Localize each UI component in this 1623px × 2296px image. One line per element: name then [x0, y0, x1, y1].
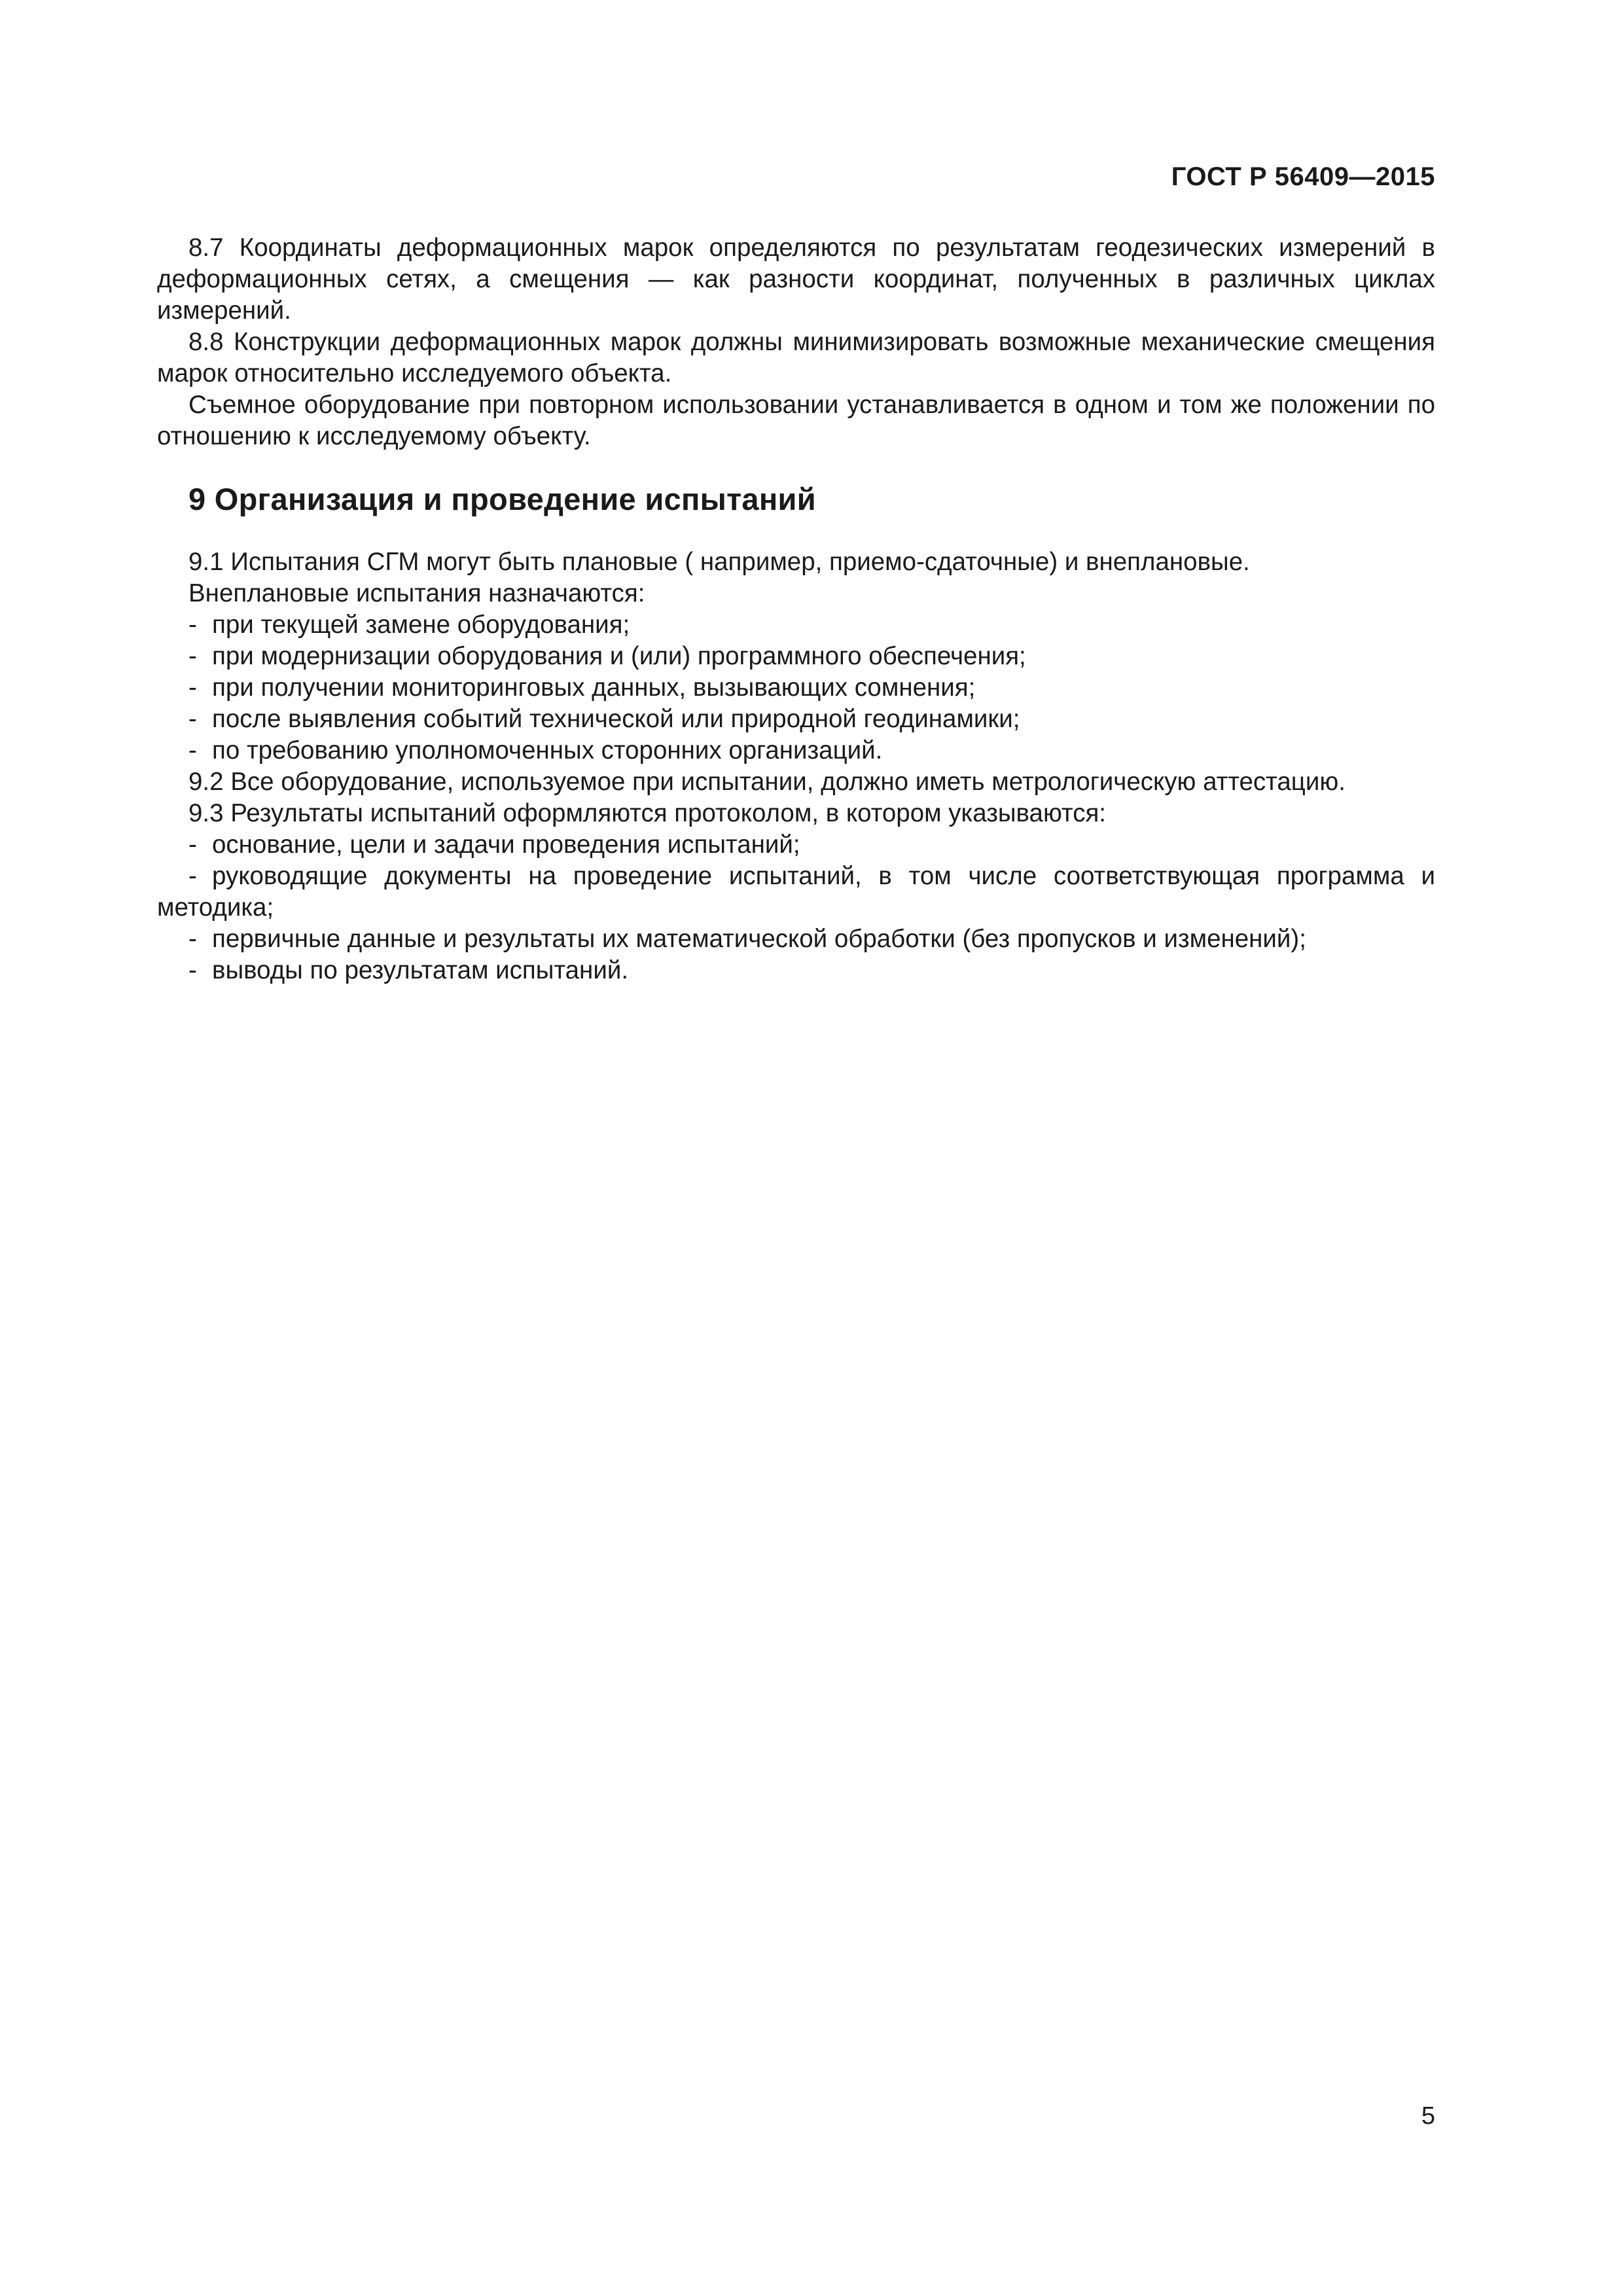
section-9-heading: 9 Организация и проведение испытаний [188, 482, 816, 516]
list-item-text: при получении мониторинговых данных, вызывающих сомнения; [212, 673, 976, 702]
unscheduled-tests-list [157, 609, 1435, 766]
list-item [157, 861, 1435, 924]
list-item [157, 672, 1435, 704]
paragraph-8-7: 8.7 Координаты деформационных марок определяются по результатам геодезических измерений в деформационных сетях, а смещения — как разности координат, полученных в различных циклах измерений. [157, 234, 1435, 325]
list-item-text: первичные данные и результаты их математической обработки (без пропусков и изменений); [212, 925, 1306, 953]
paragraph-9-1-unscheduled: Внеплановые испытания назначаются: [188, 579, 645, 607]
list-item [157, 735, 1435, 766]
list-item-text: по требованию уполномоченных сторонних организаций. [212, 736, 883, 764]
paragraph-8-8-removable-equipment: Съемное оборудование при повторном использовании устанавливается в одном и том же положении по отношению к исследуемому объекту. [157, 391, 1435, 450]
document-body [157, 232, 1435, 986]
list-dash: - [188, 673, 197, 702]
list-item-text: при модернизации оборудования и (или) программного обеспечения; [212, 642, 1026, 670]
list-dash: - [188, 611, 197, 639]
paragraph-9-1: 9.1 Испытания СГМ могут быть плановые ( например, приемо-сдаточные) и внеплановые. [188, 548, 1250, 576]
list-dash: - [188, 862, 197, 890]
list-item [157, 609, 1435, 641]
list-dash: - [188, 925, 197, 953]
list-item [157, 924, 1435, 955]
list-item-text: выводы по результатам испытаний. [212, 956, 629, 984]
document-code-header: ГОСТ Р 56409—2015 [1171, 162, 1435, 191]
paragraph-8-8: 8.8 Конструкции деформационных марок должны минимизировать возможные механические смещения марок относительно исследуемого объекта. [157, 328, 1435, 387]
protocol-contents-list [157, 829, 1435, 986]
list-item-text: после выявления событий технической или природной геодинамики; [212, 705, 1020, 733]
paragraph-9-2: 9.2 Все оборудование, используемое при испытании, должно иметь метрологическую аттестацию. [188, 768, 1346, 796]
list-dash: - [188, 736, 197, 764]
list-item-text: при текущей замене оборудования; [212, 611, 630, 639]
page-number: 5 [1421, 2102, 1435, 2130]
list-dash: - [188, 956, 197, 984]
list-item [157, 829, 1435, 861]
list-item [157, 704, 1435, 735]
paragraph-9-3: 9.3 Результаты испытаний оформляются протоколом, в котором указываются: [188, 799, 1106, 827]
list-item [157, 955, 1435, 986]
list-item-text: руководящие документы на проведение испытаний, в том числе соответствующая программа и методика; [157, 862, 1435, 922]
list-item-text: основание, цели и задачи проведения испытаний; [212, 831, 800, 859]
list-dash: - [188, 831, 197, 859]
list-dash: - [188, 642, 197, 670]
list-item [157, 641, 1435, 672]
list-dash: - [188, 705, 197, 733]
